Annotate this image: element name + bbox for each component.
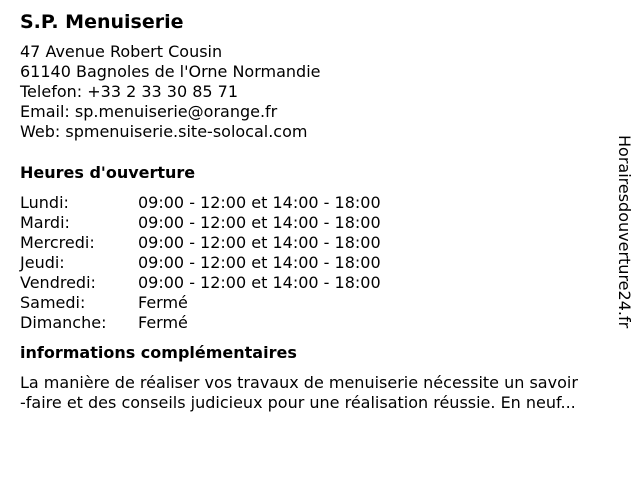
hours-row [20,293,620,313]
hours-time: 09:00 - 12:00 et 14:00 - 18:00 [138,193,381,212]
business-name: S.P. Menuiserie [20,11,184,33]
hours-day: Mardi: [20,213,70,232]
hours-row [20,233,620,253]
hours-day: Jeudi: [20,253,65,272]
hours-table [20,193,620,333]
hours-time: 09:00 - 12:00 et 14:00 - 18:00 [138,273,381,292]
hours-row [20,273,620,293]
business-card [20,9,620,413]
email-line: Email: sp.menuiserie@orange.fr [20,102,278,121]
web-line: Web: spmenuiserie.site-solocal.com [20,122,308,141]
info-description [20,373,630,413]
phone-line: Telefon: +33 2 33 30 85 71 [20,82,239,101]
hours-time: 09:00 - 12:00 et 14:00 - 18:00 [138,233,381,252]
hours-day: Vendredi: [20,273,96,292]
info-text-line-2: -faire et des conseils judicieux pour une réalisation réussie. En neuf... [20,393,576,412]
hours-day: Samedi: [20,293,86,312]
hours-day: Mercredi: [20,233,95,252]
site-watermark: Horairesdouverture24.fr [615,135,634,329]
hours-day: Lundi: [20,193,69,212]
hours-day: Dimanche: [20,313,107,332]
hours-row [20,213,620,233]
contact-block [20,42,620,142]
address-line-2: 61140 Bagnoles de l'Orne Normandie [20,62,321,81]
info-heading: informations complémentaires [20,343,297,362]
hours-row [20,313,620,333]
address-line-1: 47 Avenue Robert Cousin [20,42,223,61]
hours-time: 09:00 - 12:00 et 14:00 - 18:00 [138,213,381,232]
hours-time: Fermé [138,313,188,332]
hours-heading: Heures d'ouverture [20,163,196,182]
hours-time: 09:00 - 12:00 et 14:00 - 18:00 [138,253,381,272]
hours-row [20,193,620,213]
hours-time: Fermé [138,293,188,312]
hours-row [20,253,620,273]
info-text-line-1: La manière de réaliser vos travaux de menuiserie nécessite un savoir [20,373,578,392]
